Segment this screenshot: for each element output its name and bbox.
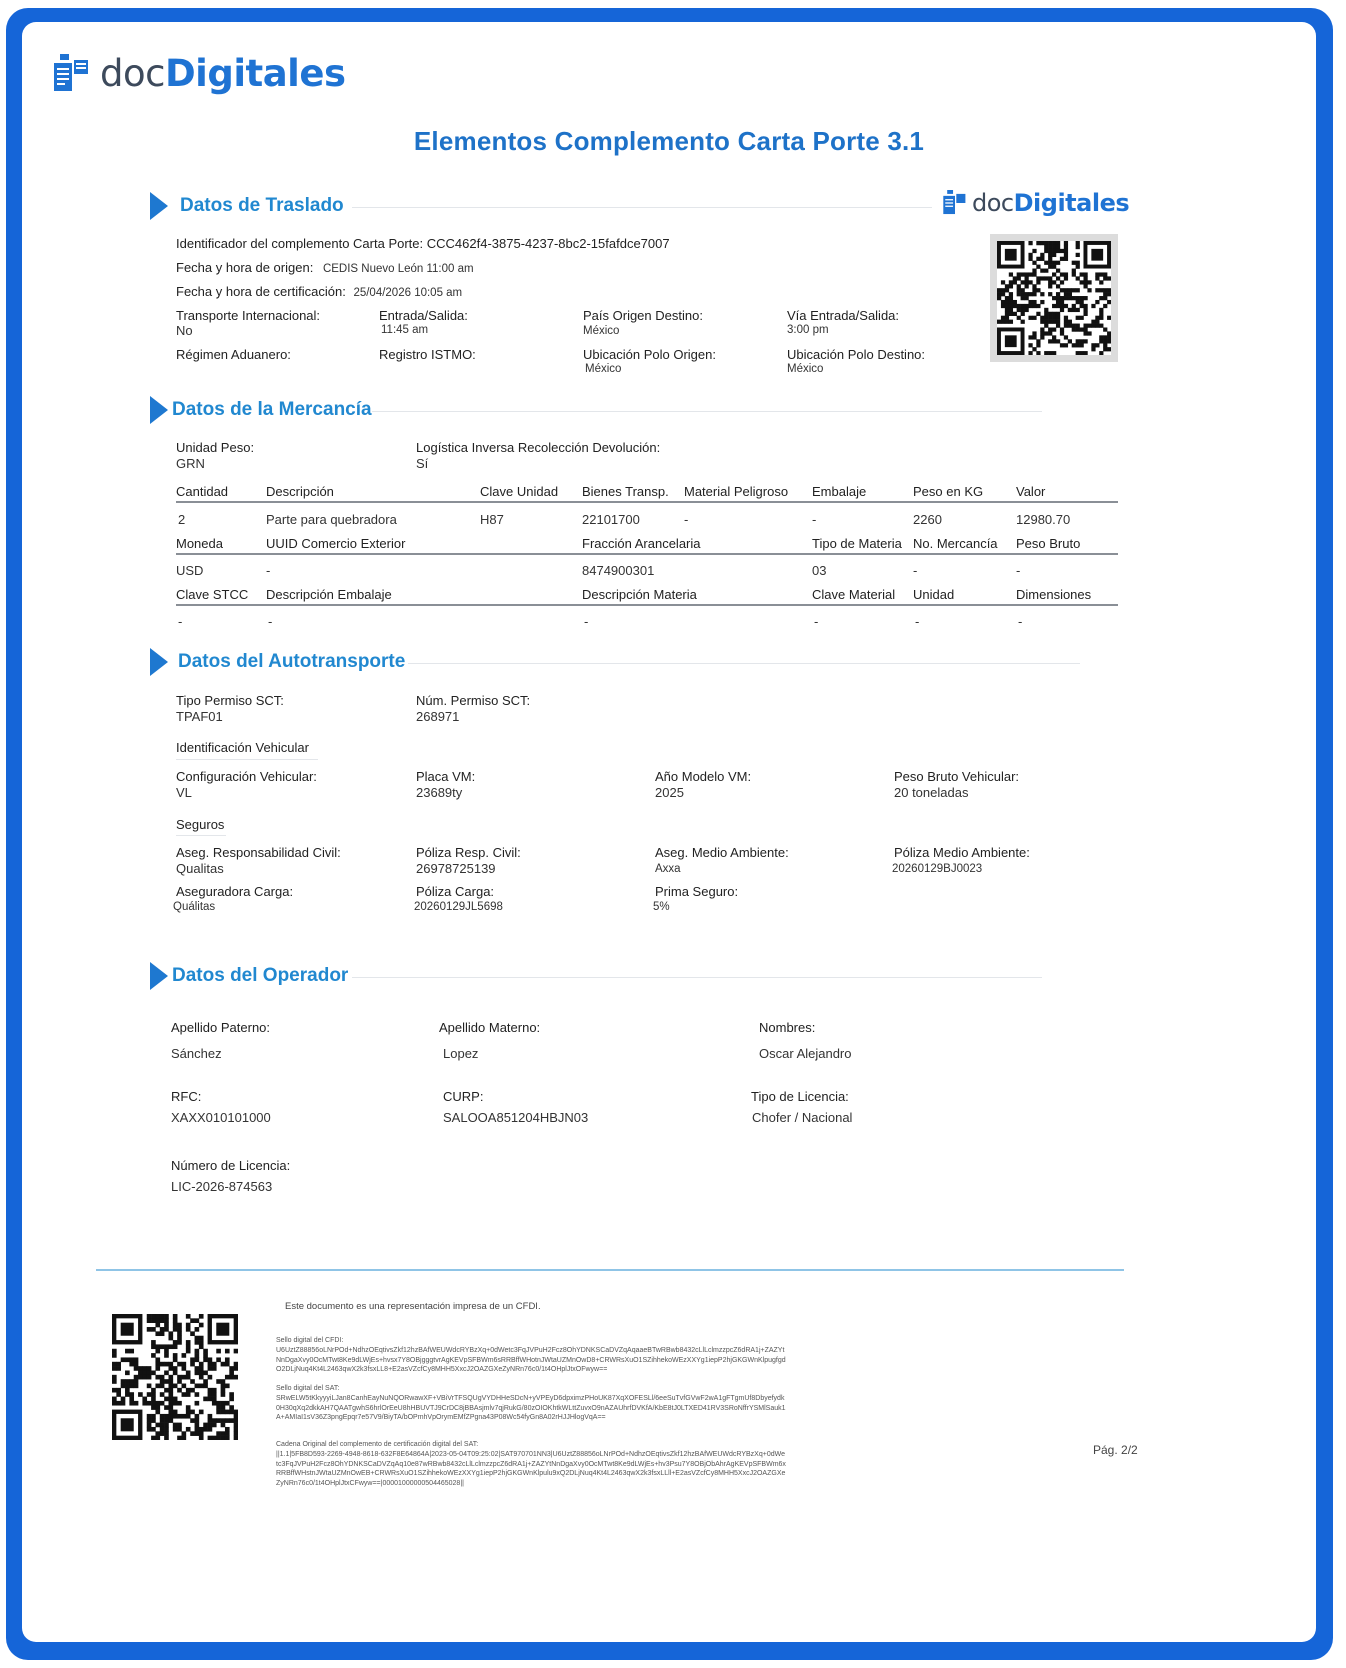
- table-header: Valor: [1016, 484, 1046, 499]
- document-title: Elementos Complemento Carta Porte 3.1: [413, 126, 925, 156]
- tipo-licencia-value: Chofer / Nacional: [752, 1110, 853, 1125]
- qr-code-icon: [112, 1314, 238, 1440]
- table-header: Descripción Embalaje: [266, 587, 392, 602]
- poliza-resp-civil-value: 26978725139: [416, 861, 496, 876]
- cadena-original-block: [276, 1440, 786, 1488]
- section-title-autotransporte: Datos del Autotransporte: [178, 651, 406, 672]
- unidad-peso-label: Unidad Peso:: [176, 440, 255, 455]
- table-header: Material Peligroso: [684, 484, 789, 499]
- subsection-divider: [176, 835, 226, 836]
- fecha-certificacion-row: [176, 284, 462, 299]
- nombres-value: Oscar Alejandro: [759, 1046, 852, 1061]
- section-title-traslado: Datos de Traslado: [180, 195, 344, 216]
- poliza-carga-label: Póliza Carga:: [416, 884, 495, 899]
- page-number: Pág. 2/2: [1093, 1443, 1138, 1457]
- transporte-internacional-value: No: [176, 323, 193, 338]
- table-header: Clave STCC: [176, 587, 249, 602]
- entrada-salida-value: 11:45 am: [381, 324, 429, 336]
- brand-word-digitales: Digitales: [1013, 189, 1130, 217]
- table-cell: -: [1018, 614, 1023, 629]
- sello-cfdi-value: U6UztZ88856oLNrPOd+NdhzOEqtivsZkf12hzBAfWEUWdcRYBzXq+0dWetc3FqJVPuH2Fcz8OhYDNKSCaDVZqAqaaeBTwRBwb8432cLlLclmzzpcZ6dRA1j+ZAZYtNnDgaXvy0OcMTwt8Ke9dLWjEs+hvsx7Y8OBjgggtvrAgKEVpSFBWm6sRRBffWHotnJWtaUZMnOwD8+CRWRsXuO1SZihhekoWEzXXYg1iepP2hjGKGWnKlpugfgdO2DLjNuq4Kt4L2463qwX2k3fsxLL8+E2asVZcfCy8MHH5XxcJ2OAZGXeZyNRn76c0/1t4OHplJtxOFwyw==: [276, 1347, 786, 1373]
- apellido-paterno-value: Sánchez: [171, 1046, 222, 1061]
- brand-word-doc: doc: [972, 189, 1014, 217]
- table-header: Descripción: [266, 484, 334, 499]
- section-divider: [372, 411, 1042, 412]
- table-header: Peso en KG: [913, 484, 984, 499]
- anio-modelo-value: 2025: [655, 785, 684, 800]
- docdigitales-logo-icon: [52, 54, 92, 94]
- qr-code-icon: [997, 241, 1111, 355]
- pais-origen-destino-value: México: [583, 325, 620, 337]
- section-title-operador: Datos del Operador: [172, 965, 349, 986]
- nombres-label: Nombres:: [759, 1020, 816, 1035]
- curp-label: CURP:: [443, 1089, 484, 1104]
- section-marker-icon: [150, 962, 168, 990]
- transporte-internacional-label: Transporte Internacional:: [176, 308, 321, 323]
- rfc-value: XAXX010101000: [171, 1110, 271, 1125]
- fecha-origen-label: Fecha y hora de origen:: [176, 260, 314, 275]
- table-header: Descripción Materia: [582, 587, 697, 602]
- unidad-peso-value: GRN: [176, 456, 205, 471]
- pais-origen-destino-label: País Origen Destino:: [583, 308, 703, 323]
- aseg-resp-civil-label: Aseg. Responsabilidad Civil:: [176, 845, 341, 860]
- regimen-aduanero-label: Régimen Aduanero:: [176, 347, 291, 362]
- anio-modelo-label: Año Modelo VM:: [655, 769, 752, 784]
- ubicacion-polo-destino-label: Ubicación Polo Destino:: [787, 347, 926, 362]
- section-marker-icon: [150, 648, 168, 676]
- table-cell: -: [812, 512, 817, 527]
- aseguradora-carga-value: Quálitas: [173, 901, 216, 913]
- peso-bruto-vehicular-value: 20 toneladas: [894, 785, 969, 800]
- via-entrada-salida-label: Vía Entrada/Salida:: [787, 308, 900, 323]
- ubicacion-polo-origen-label: Ubicación Polo Origen:: [583, 347, 716, 362]
- fecha-origen-value: CEDIS Nuevo León 11:00 am: [322, 263, 474, 275]
- placa-vm-label: Placa VM:: [416, 769, 476, 784]
- complemento-id-row: [176, 236, 670, 251]
- tipo-permiso-label: Tipo Permiso SCT:: [176, 693, 284, 708]
- poliza-medio-ambiente-label: Póliza Medio Ambiente:: [894, 845, 1030, 860]
- apellido-materno-value: Lopez: [443, 1046, 479, 1061]
- rfc-label: RFC:: [171, 1089, 202, 1104]
- section-marker-icon: [150, 192, 168, 220]
- configuracion-vehicular-label: Configuración Vehicular:: [176, 769, 317, 784]
- poliza-carga-value: 20260129JL5698: [414, 901, 503, 913]
- poliza-medio-ambiente-value: 20260129BJ0023: [892, 863, 983, 875]
- configuracion-vehicular-value: VL: [176, 785, 192, 800]
- table-cell: -: [684, 512, 689, 527]
- complemento-id-label: Identificador del complemento Carta Porte:: [176, 236, 424, 251]
- num-permiso-value: 268971: [416, 709, 460, 724]
- cadena-original-value: ||1.1|5FB8D593-2269-4948-8618-632F8E64864A|2023-05-04T09:25:02|SAT970701NN3|U6UztZ88856oLNrPOd+NdhzOEqtivsZkf12hzBAfWEUWdcRYBzXq+0dWetc3FqJVPuH2Fcz8OhYDNKSCaDVZqAq10e87wRBwb8432cLlLclmzzpcZ6dRA1j+ZAZYtNnDgaXvy0OcMTwt8Ke9dLWjEs+hv3Psu7Y8OBjObAhrAgKEVpSFBWm6xRRBffWHstnJWtaUZMnOwEB+CRWRsXuO1SZihhekoWEzXXYg1iepP2hjGKGWnKlpulu9xQ2DLjNuq4Kt4L2463qwX2k3fsxLLll+E2asVZcfCy8MHH5XxcJ2OAZGXeZyNRn76c0/1t4OHplJtxCFwyw==|00001000000504465028||: [276, 1451, 786, 1487]
- section-marker-icon: [150, 396, 168, 424]
- via-entrada-salida-value: 3:00 pm: [787, 324, 829, 336]
- table-cell: -: [178, 614, 183, 629]
- subsection-divider: [176, 759, 318, 760]
- table-header: Peso Bruto: [1016, 536, 1081, 551]
- table-cell: 2260: [913, 512, 942, 527]
- table-header: Clave Material: [812, 587, 896, 602]
- table-cell: Parte para quebradora: [266, 512, 397, 527]
- entrada-salida-label: Entrada/Salida:: [379, 308, 468, 323]
- table-cell: 2: [178, 512, 186, 527]
- section-divider: [352, 977, 1042, 978]
- table-cell: -: [266, 563, 271, 578]
- num-permiso-label: Núm. Permiso SCT:: [416, 693, 531, 708]
- sello-sat-label: Sello digital del SAT:: [276, 1385, 340, 1392]
- table-header: Clave Unidad: [480, 484, 559, 499]
- table-rule: [176, 604, 1118, 606]
- table-cell: 22101700: [582, 512, 640, 527]
- table-header: No. Mercancía: [913, 536, 998, 551]
- apellido-paterno-label: Apellido Paterno:: [171, 1020, 271, 1035]
- brand-word-doc: doc: [100, 52, 165, 95]
- cfdi-note: Este documento es una representación impresa de un CFDI.: [285, 1301, 541, 1312]
- table-cell: -: [584, 614, 589, 629]
- aseg-medio-ambiente-label: Aseg. Medio Ambiente:: [655, 845, 789, 860]
- aseg-resp-civil-value: Qualitas: [176, 861, 224, 876]
- table-header: Cantidad: [176, 484, 229, 499]
- table-rule: [176, 553, 1118, 555]
- curp-value: SALOOA851204HBJN03: [443, 1110, 589, 1125]
- table-cell: 8474900301: [582, 563, 655, 578]
- table-header: Moneda: [176, 536, 223, 551]
- sello-sat-value: SRwELW5tKkyyyiLJan8CanhEayNuNQORwawXF+VBiVrTFSQUgVYDHHeSDcN+yVPEyD6dpximzPHoUK87XqXOFESLl/6eeSuTvfGVwF2wA1gFTgmUf8Dbyefydk0H30qXq2dkkAH7QAATgwhS6hrlOrEeU8hHBUVTJ9CrDC8jBBAsjmlv7qjRukG/80zOIOKhtkWLttZuvxO9nAZAUhrfDVKfA/KbE8tJ0LTXED41RV3SRoNffrYSMlSauk1A+AMIaI1sV36Z3pngEpqr7e57V9/BiyTA/bOPmhVpOrymEMfZPgna43P08Wc54fyGn8A02rHJJHlogVqA==: [276, 1395, 786, 1421]
- table-cell: -: [268, 614, 273, 629]
- ubicacion-polo-origen-value: México: [585, 363, 622, 375]
- numero-licencia-value: LIC-2026-874563: [171, 1179, 273, 1194]
- fecha-origen-row: [176, 260, 474, 275]
- fecha-certificacion-value: 25/04/2026 10:05 am: [353, 287, 463, 299]
- fecha-certificacion-label: Fecha y hora de certificación:: [176, 284, 346, 299]
- section-title-mercancia: Datos de la Mercancía: [172, 399, 372, 420]
- sello-cfdi-label: Sello digital del CFDI:: [276, 1337, 344, 1344]
- table-cell: -: [915, 614, 920, 629]
- table-cell: 12980.70: [1016, 512, 1071, 527]
- qr-code-top: [990, 234, 1118, 362]
- table-cell: -: [913, 563, 918, 578]
- numero-licencia-label: Número de Licencia:: [171, 1158, 291, 1173]
- sello-sat-block: [276, 1384, 786, 1423]
- apellido-materno-label: Apellido Materno:: [439, 1020, 541, 1035]
- table-header: Dimensiones: [1016, 587, 1092, 602]
- table-cell: H87: [480, 512, 504, 527]
- table-cell: USD: [176, 563, 204, 578]
- registro-istmo-label: Registro ISTMO:: [379, 347, 476, 362]
- poliza-resp-civil-label: Póliza Resp. Civil:: [416, 845, 521, 860]
- document-page: [22, 22, 1316, 1642]
- complemento-id-value: CCC462f4-3875-4237-8bc2-15fafdce7007: [426, 236, 670, 251]
- table-header: Tipo de Materia: [812, 536, 902, 551]
- ubicacion-polo-destino-value: México: [787, 363, 824, 375]
- cadena-original-label: Cadena Original del complemento de certificación digital del SAT:: [276, 1441, 479, 1448]
- section-divider: [408, 663, 1080, 664]
- tipo-permiso-value: TPAF01: [176, 709, 223, 724]
- logistica-inversa-label: Logística Inversa Recolección Devolución:: [416, 440, 661, 455]
- section-divider: [352, 207, 932, 208]
- placa-vm-value: 23689ty: [416, 785, 463, 800]
- brand-word-digitales: Digitales: [164, 52, 346, 95]
- aseguradora-carga-label: Aseguradora Carga:: [176, 884, 294, 899]
- logistica-inversa-value: Sí: [416, 456, 429, 471]
- brand-logo-small: [942, 189, 1129, 217]
- tipo-licencia-label: Tipo de Licencia:: [751, 1089, 849, 1104]
- table-cell: 03: [812, 563, 827, 578]
- docdigitales-logo-icon: [942, 190, 968, 216]
- table-header: Bienes Transp.: [582, 484, 669, 499]
- table-header: UUID Comercio Exterior: [266, 536, 406, 551]
- prima-seguro-value: 5%: [653, 901, 670, 913]
- aseg-medio-ambiente-value: Axxa: [655, 863, 681, 875]
- prima-seguro-label: Prima Seguro:: [655, 884, 739, 899]
- brand-logo: [52, 52, 346, 95]
- table-rule: [176, 501, 1118, 503]
- table-header: Unidad: [913, 587, 955, 602]
- sello-cfdi-block: [276, 1336, 786, 1375]
- table-header: Embalaje: [812, 484, 867, 499]
- footer-divider: [96, 1269, 1124, 1271]
- peso-bruto-vehicular-label: Peso Bruto Vehicular:: [894, 769, 1020, 784]
- seguros-heading: Seguros: [176, 817, 225, 832]
- qr-code-footer: [112, 1314, 238, 1440]
- identificacion-vehicular-heading: Identificación Vehicular: [176, 740, 309, 755]
- table-cell: -: [814, 614, 819, 629]
- table-cell: -: [1016, 563, 1021, 578]
- table-header: Fracción Arancelaria: [582, 536, 701, 551]
